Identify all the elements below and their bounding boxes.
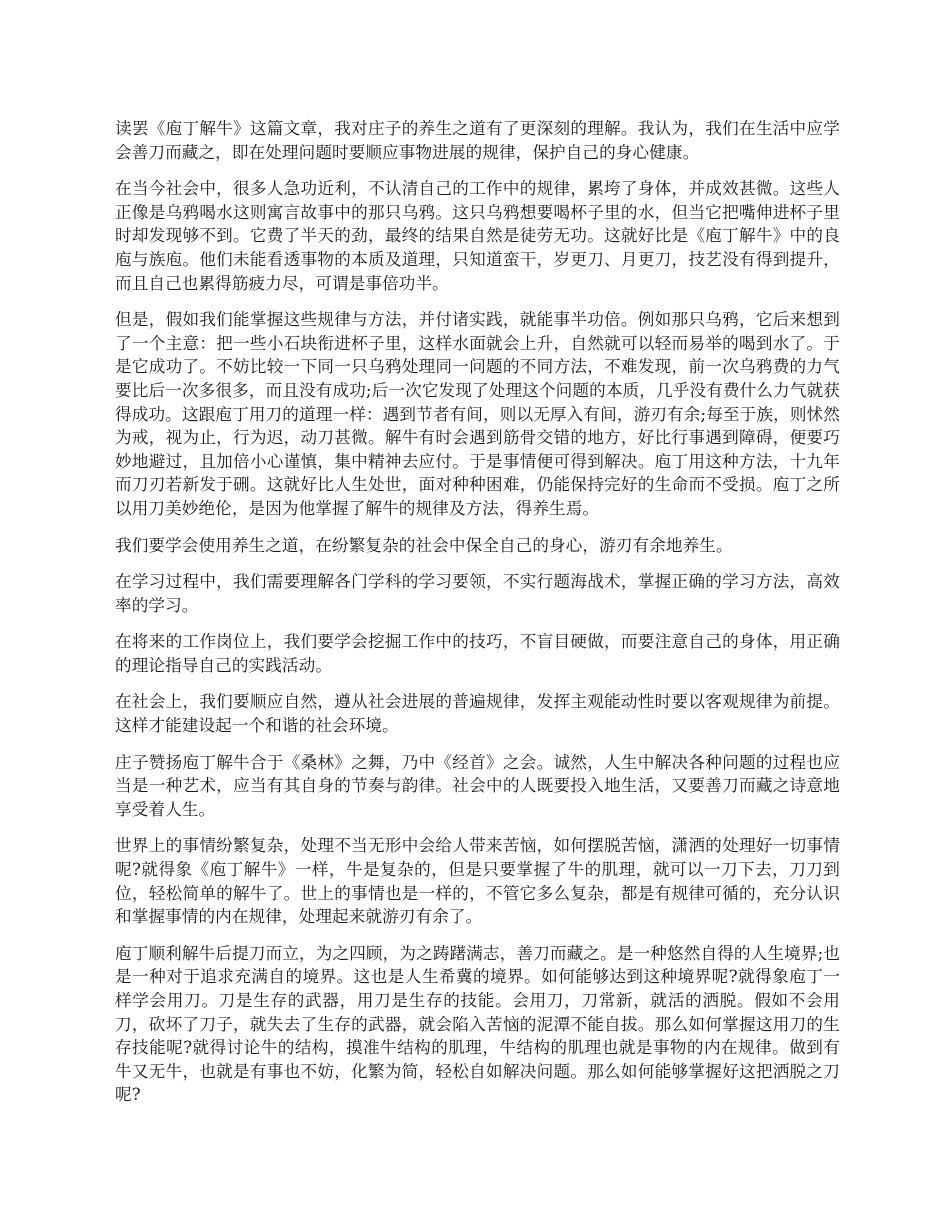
paragraph-6: 在将来的工作岗位上，我们要学会挖掘工作中的技巧，不盲目硬做，而要注意自己的身体，用正确的理论指导自己的实践活动。 [115,632,840,675]
paragraph-5: 在学习过程中，我们需要理解各门学科的学习要领，不实行题海战术，掌握正确的学习方法，高效率的学习。 [115,572,840,615]
paragraph-4: 我们要学会使用养生之道，在纷繁复杂的社会中保全自己的身心，游刃有余地养生。 [115,535,733,555]
paragraph-8: 庄子赞扬庖丁解牛合于《桑林》之舞，乃中《经首》之会。诚然，人生中解决各种问题的过程也应当是一种艺术，应当有其自身的节奏与韵律。社会中的人既要投入地生活，又要善刀而藏之诗意地享受着人生。 [115,752,840,819]
paragraph-9: 世界上的事情纷繁复杂，处理不当无形中会给人带来苦恼，如何摆脱苦恼，潇洒的处理好一切事情呢?就得象《庖丁解牛》一样，牛是复杂的，但是只要掌握了牛的肌理，就可以一刀下去，刀刀到位，轻松简单的解牛了。世上的事情也是一样的，不管它多么复杂，都是有规律可循的，充分认识和掌握事情的内在规律，处理起来就游刃有余了。 [115,836,840,927]
paragraph-3: 但是，假如我们能掌握这些规律与方法，并付诸实践，就能事半功倍。例如那只乌鸦，它后来想到了一个主意：把一些小石块衔进杯子里，这样水面就会上升，自然就可以轻而易举的喝到水了。于是它成功了。不妨比较一下同一只乌鸦处理同一问题的不同方法，不难发现，前一次乌鸦费的力气要比后一次多很多，而且没有成功;后一次它发现了处理这个问题的本质，几乎没有费什么力气就获得成功。这跟庖丁用刀的道理一样：遇到节者有间，则以无厚入有间，游刃有余;每至于族，则怵然为戒，视为止，行为迟，动刀甚微。解牛有时会遇到筋骨交错的地方，好比行事遇到障碍，便要巧妙地避过，且加倍小心谨慎，集中精神去应付。于是事情便可得到解决。庖丁用这种方法，十九年而刀刃若新发于硎。这就好比人生处世，面对种种困难，仍能保持完好的生命而不受损。庖丁之所以用刀美妙绝伦，是因为他掌握了解牛的规律及方法，得养生焉。 [115,310,840,518]
paragraph-2: 在当今社会中，很多人急功近利，不认清自己的工作中的规律，累垮了身体，并成效甚微。这些人正像是乌鸦喝水这则寓言故事中的那只乌鸦。这只乌鸦想要喝杯子里的水，但当它把嘴伸进杯子里时却发现够不到。它费了半天的劲，最终的结果自然是徒劳无功。这就好比是《庖丁解牛》中的良庖与族庖。他们未能看透事物的本质及道理，只知道蛮干，岁更刀、月更刀，技艺没有得到提升，而且自己也累得筋疲力尽，可谓是事倍功半。 [115,179,840,293]
paragraph-7: 在社会上，我们要顺应自然，遵从社会进展的普遍规律，发挥主观能动性时要以客观规律为前提。这样才能建设起一个和谐的社会环境。 [115,692,840,736]
paragraph-1: 读罢《庖丁解牛》这篇文章，我对庄子的养生之道有了更深刻的理解。我认为，我们在生活中应学会善刀而藏之，即在处理问题时要顺应事物进展的规律，保护自己的身心健康。 [115,119,840,162]
document-body [115,117,840,1120]
paragraph-10: 庖丁顺利解牛后提刀而立，为之四顾，为之踌躇满志，善刀而藏之。是一种悠然自得的人生境界;也是一种对于追求充满自的境界。这也是人生希冀的境界。如何能够达到这种境界呢?就得象庖丁一样学会用刀。刀是生存的武器，用刀是生存的技能。会用刀，刀常新，就活的洒脱。假如不会用刀，砍坏了刀子，就失去了生存的武器，就会陷入苦恼的泥潭不能自拔。那么如何掌握这用刀的生存技能呢?就得讨论牛的结构，摸准牛结构的肌理，牛结构的肌理也就是事物的内在规律。做到有牛又无牛，也就是有事也不妨，化繁为简，轻松自如解决问题。那么如何能够掌握好这把洒脱之刀呢? [115,943,840,1105]
